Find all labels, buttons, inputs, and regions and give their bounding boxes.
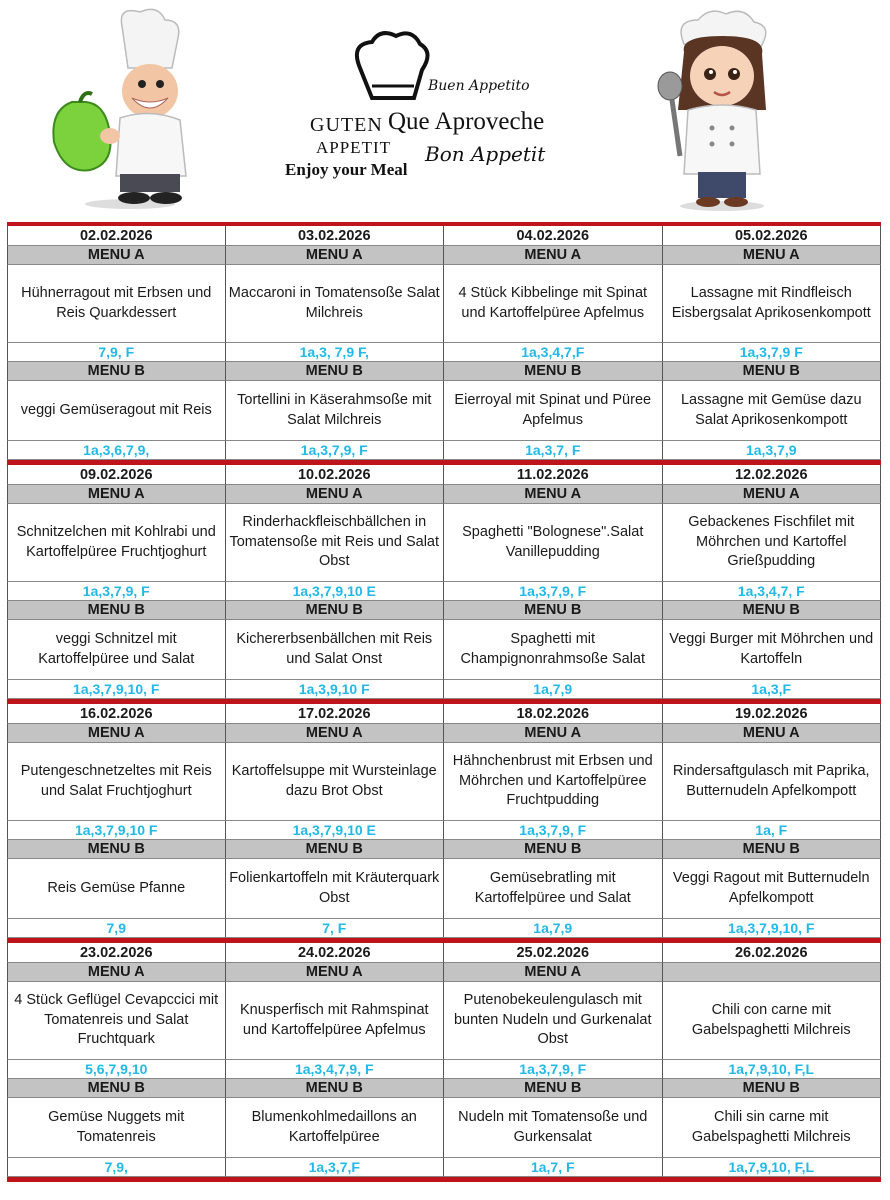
menu-b-label: MENU B	[226, 840, 445, 859]
menu-a-label: MENU A	[7, 724, 226, 743]
allergen-codes: 1a,3,9,10 F	[226, 680, 445, 699]
allergen-codes: 1a,7,9	[444, 680, 663, 699]
menu-b-dish: Gemüse Nuggets mit Tomatenreis	[7, 1098, 226, 1158]
allergen-codes: 1a,3,4,7, F	[663, 582, 882, 601]
allergen-codes: 1a,3,7,9,10 E	[226, 582, 445, 601]
menu-b-dish: Blumenkohlmedaillons an Kartoffelpüree	[226, 1098, 445, 1158]
logo-text-que-aproveche: Que Aproveche	[388, 108, 545, 135]
menu-b-label: MENU B	[663, 840, 882, 859]
menu-b-allergen-row	[7, 441, 881, 460]
menu-a-dish: Rindersaftgulasch mit Paprika, Butternudeln Apfelkompott	[663, 743, 882, 821]
menu-b-header-row	[7, 601, 881, 620]
allergen-codes: 1a,3,6,7,9,	[7, 441, 226, 460]
menu-b-label: MENU B	[663, 601, 882, 620]
menu-a-label: MENU A	[663, 485, 882, 504]
menu-b-header-row	[7, 362, 881, 381]
allergen-codes: 1a,3,7,9,10 F	[7, 821, 226, 840]
menu-b-label: MENU B	[444, 840, 663, 859]
logo-text-guten: GUTEN	[310, 114, 383, 136]
menu-b-label: MENU B	[226, 362, 445, 381]
menu-a-label: MENU A	[444, 246, 663, 265]
date-cell: 03.02.2026	[226, 226, 445, 246]
menu-b-label: MENU B	[226, 1079, 445, 1098]
menu-b-label: MENU B	[7, 840, 226, 859]
allergen-codes: 1a,3,7,9, F	[226, 441, 445, 460]
menu-a-dish-row	[7, 504, 881, 582]
date-row	[7, 226, 881, 246]
chef-with-pepper-illustration	[40, 6, 190, 211]
menu-b-label: MENU B	[444, 362, 663, 381]
allergen-codes: 5,6,7,9,10	[7, 1060, 226, 1079]
logo-text-enjoy-your-meal: Enjoy your Meal	[285, 160, 408, 179]
menu-a-header-row	[7, 246, 881, 265]
allergen-codes: 1a,3,7,9 F	[663, 343, 882, 362]
week-block	[7, 704, 881, 943]
allergen-codes: 1a,3,F	[663, 680, 882, 699]
menu-a-dish: Chili con carne mit Gabelspaghetti Milchreis	[663, 982, 882, 1060]
date-cell: 12.02.2026	[663, 465, 882, 485]
chef-girl-illustration	[650, 6, 800, 211]
menu-b-allergen-row	[7, 919, 881, 938]
week-block	[7, 465, 881, 704]
menu-b-label: MENU B	[226, 601, 445, 620]
menu-a-dish: Lassagne mit Rindfleisch Eisbergsalat Aprikosenkompott	[663, 265, 882, 343]
menu-b-dish: Veggi Ragout mit Butternudeln Apfelkompott	[663, 859, 882, 919]
date-cell: 24.02.2026	[226, 943, 445, 963]
chef-hat-icon	[350, 28, 430, 108]
allergen-codes: 1a,3,7,9,10, F	[7, 680, 226, 699]
allergen-codes: 1a,3,7, F	[444, 441, 663, 460]
menu-a-header-row	[7, 963, 881, 982]
date-cell: 05.02.2026	[663, 226, 882, 246]
menu-a-label: MENU A	[7, 485, 226, 504]
date-cell: 23.02.2026	[7, 943, 226, 963]
menu-a-label: MENU A	[663, 246, 882, 265]
allergen-codes: 1a,3, 7,9 F,	[226, 343, 445, 362]
menu-b-dish-row	[7, 381, 881, 441]
menu-a-dish-row	[7, 265, 881, 343]
menu-b-dish: Folienkartoffeln mit Kräuterquark Obst	[226, 859, 445, 919]
menu-a-label: MENU A	[444, 963, 663, 982]
date-cell: 09.02.2026	[7, 465, 226, 485]
date-cell: 11.02.2026	[444, 465, 663, 485]
menu-a-dish: Spaghetti "Bolognese".Salat Vanillepudding	[444, 504, 663, 582]
allergen-codes: 1a,3,7,9, F	[444, 582, 663, 601]
menu-a-label: MENU A	[226, 485, 445, 504]
menu-b-dish: Veggi Burger mit Möhrchen und Kartoffeln	[663, 620, 882, 680]
menu-b-label: MENU B	[663, 362, 882, 381]
allergen-codes: 1a,3,7,9, F	[444, 821, 663, 840]
bon-appetit-logo	[280, 28, 580, 198]
menu-b-dish: Lassagne mit Gemüse dazu Salat Aprikosenkompott	[663, 381, 882, 441]
menu-a-allergen-row	[7, 582, 881, 601]
menu-a-dish: 4 Stück Kibbelinge mit Spinat und Kartoffelpüree Apfelmus	[444, 265, 663, 343]
menu-b-dish: Kichererbsenbällchen mit Reis und Salat Onst	[226, 620, 445, 680]
menu-b-dish: Gemüsebratling mit Kartoffelpüree und Salat	[444, 859, 663, 919]
menu-a-dish: Putenobekeulengulasch mit bunten Nudeln und Gurkenalat Obst	[444, 982, 663, 1060]
menu-a-allergen-row	[7, 821, 881, 840]
menu-b-header-row	[7, 840, 881, 859]
week-block	[7, 226, 881, 465]
date-cell: 18.02.2026	[444, 704, 663, 724]
menu-b-allergen-row	[7, 680, 881, 699]
allergen-codes: 1a,7,9,10, F,L	[663, 1060, 882, 1079]
menu-a-dish: Hähnchenbrust mit Erbsen und Möhrchen und Kartoffelpüree Fruchtpudding	[444, 743, 663, 821]
menu-b-dish: Reis Gemüse Pfanne	[7, 859, 226, 919]
menu-a-dish: Gebackenes Fischfilet mit Möhrchen und Kartoffel Grießpudding	[663, 504, 882, 582]
menu-a-label	[663, 963, 882, 982]
date-cell: 17.02.2026	[226, 704, 445, 724]
allergen-codes: 1a, F	[663, 821, 882, 840]
menu-b-label: MENU B	[444, 601, 663, 620]
menu-a-dish: Putengeschnetzeltes mit Reis und Salat Fruchtjoghurt	[7, 743, 226, 821]
logo-text-bon-appetit: Bon Appetit	[425, 142, 546, 166]
allergen-codes: 1a,3,7,F	[226, 1158, 445, 1177]
menu-a-dish: 4 Stück Geflügel Cevapccici mit Tomatenreis und Salat Fruchtquark	[7, 982, 226, 1060]
menu-a-dish: Rinderhackfleischbällchen in Tomatensoße mit Reis und Salat Obst	[226, 504, 445, 582]
date-cell: 16.02.2026	[7, 704, 226, 724]
menu-a-dish: Kartoffelsuppe mit Wursteinlage dazu Brot Obst	[226, 743, 445, 821]
menu-a-header-row	[7, 485, 881, 504]
menu-a-label: MENU A	[226, 963, 445, 982]
menu-b-dish: Tortellini in Käserahmsoße mit Salat Milchreis	[226, 381, 445, 441]
date-row	[7, 943, 881, 963]
menu-a-dish-row	[7, 743, 881, 821]
menu-a-dish: Schnitzelchen mit Kohlrabi und Kartoffelpüree Fruchtjoghurt	[7, 504, 226, 582]
date-cell: 02.02.2026	[7, 226, 226, 246]
menu-a-label: MENU A	[7, 246, 226, 265]
allergen-codes: 7,9	[7, 919, 226, 938]
date-row	[7, 465, 881, 485]
menu-b-dish: veggi Schnitzel mit Kartoffelpüree und Salat	[7, 620, 226, 680]
menu-b-dish: Eierroyal mit Spinat und Püree Apfelmus	[444, 381, 663, 441]
date-cell: 25.02.2026	[444, 943, 663, 963]
menu-a-allergen-row	[7, 343, 881, 362]
menu-a-dish: Maccaroni in Tomatensoße Salat Milchreis	[226, 265, 445, 343]
menu-a-dish: Hühnerragout mit Erbsen und Reis Quarkdessert	[7, 265, 226, 343]
date-cell: 10.02.2026	[226, 465, 445, 485]
logo-text-appetit: APPETIT	[316, 138, 391, 157]
date-row	[7, 704, 881, 724]
allergen-codes: 1a,3,7,9, F	[444, 1060, 663, 1079]
menu-b-dish-row	[7, 620, 881, 680]
allergen-codes: 1a,3,7,9, F	[7, 582, 226, 601]
allergen-codes: 7, F	[226, 919, 445, 938]
menu-b-dish: Nudeln mit Tomatensoße und Gurkensalat	[444, 1098, 663, 1158]
menu-b-label: MENU B	[7, 1079, 226, 1098]
date-cell: 04.02.2026	[444, 226, 663, 246]
menu-a-dish-row	[7, 982, 881, 1060]
menu-b-dish: Spaghetti mit Champignonrahmsoße Salat	[444, 620, 663, 680]
menu-b-dish-row	[7, 859, 881, 919]
date-cell: 26.02.2026	[663, 943, 882, 963]
menu-a-label: MENU A	[444, 724, 663, 743]
menu-a-label: MENU A	[7, 963, 226, 982]
menu-b-dish-row	[7, 1098, 881, 1158]
menu-a-label: MENU A	[663, 724, 882, 743]
allergen-codes: 1a,7, F	[444, 1158, 663, 1177]
menu-a-header-row	[7, 724, 881, 743]
menu-b-label: MENU B	[663, 1079, 882, 1098]
allergen-codes: 1a,3,7,9,10, F	[663, 919, 882, 938]
allergen-codes: 1a,3,7,9	[663, 441, 882, 460]
menu-b-dish: Chili sin carne mit Gabelspaghetti Milchreis	[663, 1098, 882, 1158]
allergen-codes: 1a,7,9	[444, 919, 663, 938]
allergen-codes: 1a,3,4,7,F	[444, 343, 663, 362]
allergen-codes: 7,9,	[7, 1158, 226, 1177]
date-cell: 19.02.2026	[663, 704, 882, 724]
menu-a-label: MENU A	[444, 485, 663, 504]
menu-a-dish: Knusperfisch mit Rahmspinat und Kartoffelpüree Apfelmus	[226, 982, 445, 1060]
menu-b-header-row	[7, 1079, 881, 1098]
allergen-codes: 1a,7,9,10, F,L	[663, 1158, 882, 1177]
menu-header	[0, 0, 890, 218]
logo-text-buen-appetito: Buen Appetito	[428, 78, 530, 94]
menu-a-label: MENU A	[226, 724, 445, 743]
allergen-codes: 1a,3,7,9,10 E	[226, 821, 445, 840]
menu-b-label: MENU B	[7, 601, 226, 620]
weekly-menu-table	[7, 222, 881, 1182]
menu-a-label: MENU A	[226, 246, 445, 265]
allergen-codes: 7,9, F	[7, 343, 226, 362]
menu-b-label: MENU B	[7, 362, 226, 381]
menu-b-allergen-row	[7, 1158, 881, 1177]
menu-b-label: MENU B	[444, 1079, 663, 1098]
menu-a-allergen-row	[7, 1060, 881, 1079]
week-block	[7, 943, 881, 1182]
allergen-codes: 1a,3,4,7,9, F	[226, 1060, 445, 1079]
menu-b-dish: veggi Gemüseragout mit Reis	[7, 381, 226, 441]
